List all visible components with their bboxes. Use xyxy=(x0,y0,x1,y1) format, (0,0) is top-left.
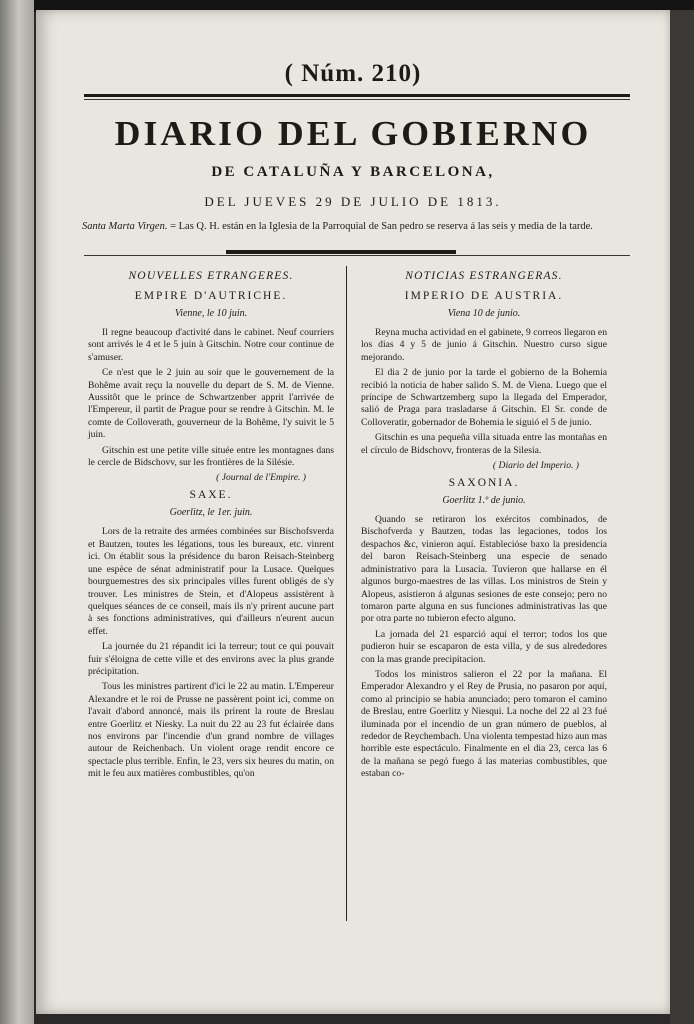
column-divider xyxy=(346,266,347,921)
left-austria-paragraph: Gitschin est une petite ville située entre les montagnes dans le cercle de Bidschovv, sur les frontières de la Silésie. xyxy=(88,444,334,469)
left-section-title: NOUVELLES ETRANGERES. xyxy=(128,270,294,282)
left-austria-dateline: Vienne, le 10 juin. xyxy=(174,308,248,319)
daily-notice xyxy=(82,220,622,233)
right-austria-heading: IMPERIO DE AUSTRIA. xyxy=(404,290,564,302)
left-saxony-paragraph: Tous les ministres partirent d'ici le 22 au matin. L'Empereur Alexandre et le roi de Prusse ne passèrent point ici, comme on l'avait d'abord annoncé, mais ils prirent la route de Breslau entre Goerlitz et Niesky. La nuit du 22 au 23 fut éclairée dans nos environs par l'incendie d'un grand nombre de villages autour de Reichenbach. Un violent orage rendit encore ce spectacle plus terrible. Enfin, le 23, vers six heures du matin, on mit le feu aux matières combustibles, qu'on xyxy=(88,681,334,780)
right-austria-paragraph: Reyna mucha actividad en el gabinete, 9 correos llegaron en los dias 4 y 5 de junio á Gitschin. Nuestro curso sigue mejorando. xyxy=(361,327,607,363)
left-austria-source: ( Journal de l'Empire. ) xyxy=(216,472,306,484)
right-saxony-dateline: Goerlitz 1.º de junio. xyxy=(442,495,526,507)
left-column xyxy=(88,268,334,784)
masthead-subtitle: DE CATALUÑA Y BARCELONA, xyxy=(211,164,495,180)
left-austria-heading: EMPIRE D'AUTRICHE. xyxy=(134,290,288,302)
notice-saint: Santa Marta Virgen. xyxy=(82,221,168,232)
right-saxony-paragraph: Todos los ministros salieron el 22 por la mañana. El Emperador Alexandro y el Rey de Prusia, no pasaron por aquí, como al principio se habia anunciado; pero tomaron el camino de Breslau, entre Goerlitz y Niesqui. La noche del 22 al 23 fué iluminada por el incendio de un gran número de pueblos, al rededor de Reychembach. Una violenta tempestad hizo aun mas horrible este espectáculo. Finalmente en el dia 23, cerca las 6 de la mañana se pegó fuego á las materias combustibles, que estaban co- xyxy=(361,668,607,780)
right-section-title: NOTICIAS ESTRANGERAS. xyxy=(405,270,563,282)
column-top-rule xyxy=(84,255,630,256)
right-saxony-heading: SAXONIA. xyxy=(448,477,520,490)
left-austria-paragraph: Ce n'est que le 2 juin au soir que le gouvernement de la Bohême avait reçu la nouvelle du depart de S. M. de Vienne. Aussitôt que le prince de Schwartzenber apprit l'arrivée de l'Empereur, il partit de Prague pour se rendre à Gitschin. M. le comte de Colloverath, gouverneur de la Bohême, l'y suivit le 5 juin. xyxy=(88,367,334,441)
left-austria-paragraph: Il regne beaucoup d'activité dans le cabinet. Neuf courriers sont arrivés le 4 et le 5 juin à Gitschin. Notre cour continue de s'amuser. xyxy=(88,327,334,363)
notice-text: = Las Q. H. están en la Iglesia de la Parroquial de San pedro se reserva á las seis y media de la tarde. xyxy=(167,221,593,232)
right-column xyxy=(361,268,607,784)
right-austria-paragraph: El dia 2 de junio por la tarde el gobierno de la Bohemia recibió la noticia de haber salido S. M. de Viena. Luego que el príncipe de Schwartzemberg supo la llegada del Emperador, salió de Praga para trasladarse á Gitschin. El Sr. conde de Colloveratir, gobernador de Bohemia le siguió el 5 de junio. xyxy=(361,367,607,428)
notice-rule xyxy=(226,250,456,254)
left-saxony-heading: SAXE. xyxy=(189,489,233,502)
issue-number: ( Núm. 210) xyxy=(284,60,422,87)
scan-right-edge xyxy=(670,10,694,1024)
left-saxony-paragraph: La journée du 21 répandit ici la terreur; tout ce qui pouvait fuir s'éloigna de cette ville et des environs avec la plus grande précipitation. xyxy=(88,641,334,677)
left-saxony-dateline: Goerlitz, le 1er. juin. xyxy=(169,507,253,519)
right-austria-paragraph: Gitschin es una pequeña villa situada entre las montañas en el círculo de Bidschovv, fronteras de la Silesia. xyxy=(361,432,607,456)
right-saxony-paragraph: Quando se retiraron los exércitos combinados, de Bischofverda y Bautzen, todas las legaciones, todos los despachos &c, vinieron aquí. Establecióse baxo la presidencia del baron Reisach-Steinberg una especie de senado administrativo para la Lusacia. Tuvieron que hallarse en él algunos burgo-maestres de las villas. Los ministros de Stein y Alopeus, asistieron á algunas sesiones de este consejo; pero no tomaron parte alguna en sus funciones administrativas las que por otra parte no tubieron efecto alguno. xyxy=(361,514,607,625)
left-saxony-paragraph: Lors de la retraite des armées combinées sur Bischofsverda et Bautzen, toutes les légations, tous les bureaux, etc. vinrent ici. On établit sous la présidence du baron Reisach-Steinberg une espèce de sénat administratif pour la Lusace. Quelques bourguemestres des six principales villes furent obligés de s'y trouver. Les ministres de Stein, et d'Alopeus assistèrent à quelques séances de ce conseil, mais ils n'y prirent aucune part à ses fonctions administratives, qui d'ailleurs n'eurent aucun effet. xyxy=(88,526,334,637)
header-rule-thick xyxy=(84,94,630,97)
right-saxony-paragraph: La jornada del 21 esparció aquí el terror; todos los que pudieron huir se escaparon de esta villa, y de sus alrededores con la mas grande precipitacion. xyxy=(361,628,607,665)
right-austria-dateline: Viena 10 de junio. xyxy=(447,308,521,319)
newspaper-page xyxy=(36,10,670,1014)
masthead-title: DIARIO DEL GOBIERNO xyxy=(114,114,592,153)
issue-date: DEL JUEVES 29 DE JULIO DE 1813. xyxy=(204,194,502,209)
right-austria-source: ( Diario del Imperio. ) xyxy=(492,460,579,472)
header-rule-thin xyxy=(84,99,630,100)
